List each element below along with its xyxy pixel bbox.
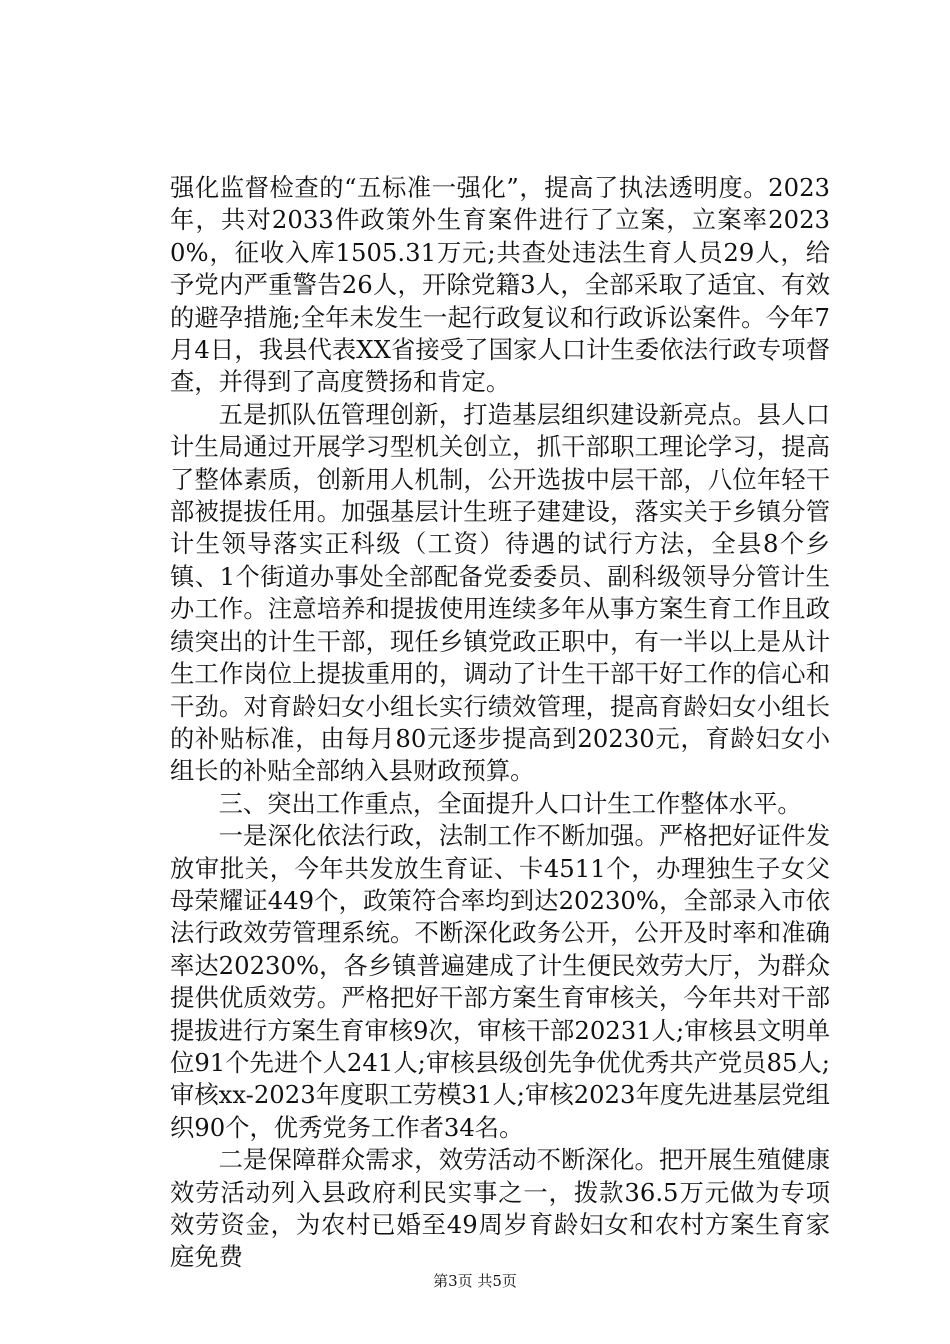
paragraph-services: 二是保障群众需求，效劳活动不断深化。把开展生殖健康效劳活动列入县政府利民实事之一，拨款36.5万元做为专项效劳资金，为农村已婚至49周岁育龄妇女和农村方案生育家庭免费 [170,1145,830,1272]
page-number-footer: 第3页 共5页 [433,1272,517,1290]
paragraph-enforcement: 强化监督检查的“五标准一强化”，提高了执法透明度。2023年，共对2033件政策外生育案件进行了立案，立案率20230%，征收入库1505.31万元;共查处违法生育人员29人，给予党内严重警告26人，开除党籍3人，全部采取了适宜、有效的避孕措施;全年未发生一起行政复议和行政诉讼案件。今年7月4日，我县代表XX省接受了国家人口计生委依法行政专项督查，并得到了高度赞扬和肯定。 [170,173,830,397]
paragraph-team-management: 五是抓队伍管理创新，打造基层组织建设新亮点。县人口计生局通过开展学习型机关创立，抓干部职工理论学习，提高了整体素质，创新用人机制，公开选拔中层干部，八位年轻干部被提拔任用。加强基层计生班子建建设，落实关于乡镇分管计生领导落实正科级（工资）待遇的试行方法，全县8个乡镇、1个街道办事处全部配备党委委员、副科级领导分管计生办工作。注意培养和提拔使用连续多年从事方案生育工作且政绩突出的计生干部，现任乡镇党政正职中，有一半以上是从计生工作岗位上提拔重用的，调动了计生干部干好工作的信心和干劲。对育龄妇女小组长实行绩效管理，提高育龄妇女小组长的补贴标准，由每月80元逐步提高到20230元，育龄妇女小组长的补贴全部纳入县财政预算。 [170,399,830,786]
section-heading: 三、突出工作重点，全面提升人口计生工作整体水平。 [218,788,802,818]
paragraph-administration: 一是深化依法行政，法制工作不断加强。严格把好证件发放审批关，今年共发放生育证、卡4511个，办理独生子女父母荣耀证449个，政策符合率均到达20230%，全部录入市依法行政效劳管理系统。不断深化政务公开，公开及时率和准确率达20230%，各乡镇普遍建成了计生便民效劳大厅，为群众提供优质效劳。严格把好干部方案生育审核关，今年共对干部提拔进行方案生育审核9次，审核干部20231人;审核县文明单位91个先进个人241人;审核县级创先争优优秀共产党员85人;审核xx-2023年度职工劳模31人;审核2023年度先进基层党组织90个，优秀党务工作者34名。 [170,821,830,1142]
document-body [170,172,830,1274]
